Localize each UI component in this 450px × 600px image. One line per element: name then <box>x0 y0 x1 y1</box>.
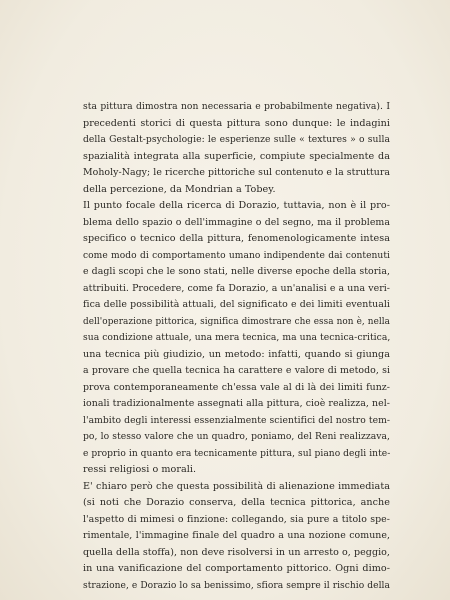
text-line: (si noti che Dorazio conserva, della tecnica pittorica, anche <box>83 497 390 508</box>
text-line: specifico o tecnico della pittura, fenomenologicamente intesa <box>83 233 390 244</box>
text-line: ressi religiosi o morali. <box>83 464 197 475</box>
text-line: precedenti storici di questa pittura sono dunque: le indagini <box>83 117 390 129</box>
text-line: sta pittura dimostra non necessaria e probabilmente negativa). I <box>83 101 390 112</box>
text-line: della percezione, da Mondrian a Tobey. <box>83 183 276 195</box>
text-line: fica delle possibilità attuali, del significato e dei limiti eventuali <box>83 299 390 310</box>
body-text <box>83 99 390 594</box>
text-line: Moholy-Nagy; le ricerche pittoriche sul contenuto e la struttura <box>83 167 390 178</box>
text-line: attribuiti. Procedere, come fa Dorazio, a un'analisi e a una veri- <box>83 282 390 294</box>
text-line: E' chiaro però che questa possibilità di alienazione immediata <box>83 480 390 492</box>
text-line: blema dello spazio o dell'immagine o del segno, ma il problema <box>83 216 390 228</box>
text-line: Il punto focale della ricerca di Dorazio, tuttavia, non è il pro- <box>83 200 390 211</box>
text-line: come modo di comportamento umano indipendente dai contenuti <box>83 250 390 261</box>
text-line: sua condizione attuale, una mera tecnica, ma una tecnica-critica, <box>83 332 391 343</box>
text-line: della Gestalt-psychologie: le esperienze sulle « textures » o sulla <box>83 134 390 145</box>
text-line: e dagli scopi che le sono stati, nelle diverse epoche della storia, <box>83 266 390 277</box>
text-line: dell'operazione pittorica, significa dimostrare che essa non è, nella <box>83 316 390 327</box>
text-line: po, lo stesso valore che un quadro, poniamo, del Reni realizzava, <box>83 431 390 442</box>
text-line: quella della stoffa), non deve risolversi in un arresto o, peggio, <box>83 546 390 558</box>
text-line: prova contemporaneamente ch'essa vale al di là dei limiti funz- <box>83 381 390 393</box>
text-line: una tecnica più giudizio, un metodo: infatti, quando si giunga <box>83 348 390 360</box>
text-line: ionali tradizionalmente assegnati alla pittura, cioè realizza, nel- <box>83 398 390 409</box>
text-line: a provare che quella tecnica ha carattere e valore di metodo, si <box>83 365 390 376</box>
text-line: in una vanificazione del comportamento pittorico. Ogni dimo- <box>83 563 390 574</box>
text-line: spazialità integrata alla superficie, compiute specialmente da <box>83 150 390 162</box>
text-line: e proprio in quanto era tecnicamente pittura, sul piano degli inte- <box>83 448 391 459</box>
text-line: l'aspetto di mimesi o finzione: collegando, sia pure a titolo spe- <box>83 513 390 525</box>
text-line: l'ambito degli interessi essenzialmente scientifici del nostro tem- <box>83 414 390 426</box>
text-line: strazione, e Dorazio lo sa benissimo, sfiora sempre il rischio della <box>83 580 390 591</box>
text-line: rimentale, l'immagine finale del quadro a una nozione comune, <box>83 530 390 541</box>
